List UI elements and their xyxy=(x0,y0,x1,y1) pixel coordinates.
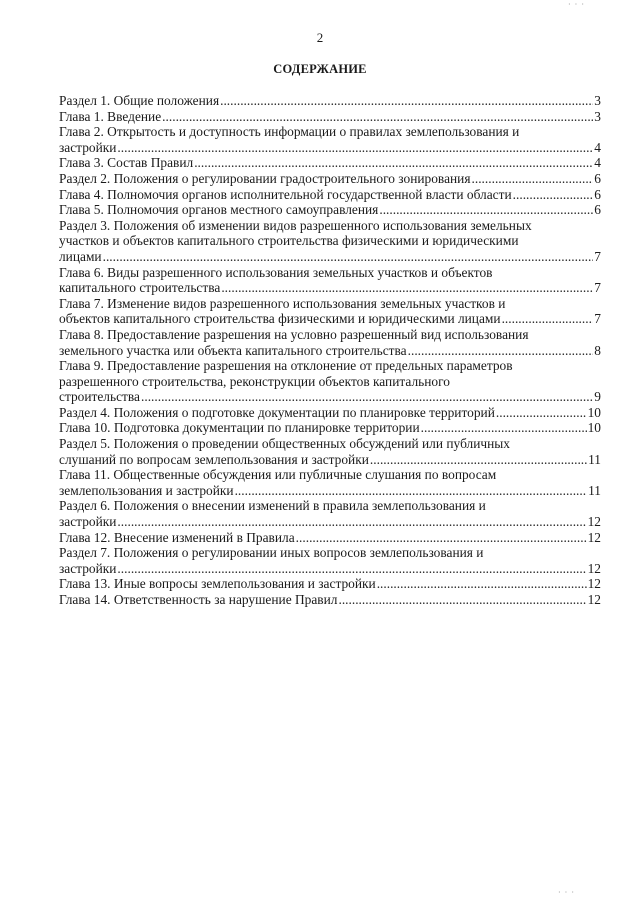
toc-entry-title: разрешенного строительства, реконструкции объектов капитального xyxy=(59,373,450,389)
toc-entry-title: Раздел 7. Положения о регулировании иных вопросов землепользования и xyxy=(59,545,484,561)
toc-entry[interactable] xyxy=(59,93,601,109)
toc-entry-title: Глава 13. Иные вопросы землепользования и застройки xyxy=(59,576,376,592)
toc-entry-title: Раздел 5. Положения о проведении общественных обсуждений или публичных xyxy=(59,436,510,452)
toc-entry-line xyxy=(59,140,601,156)
toc-page-number: 9 xyxy=(594,389,601,405)
toc-entry-title: участков и объектов капитального строительства физическими и юридическими xyxy=(59,233,519,249)
toc-entry-line xyxy=(59,452,601,468)
toc-entry-line xyxy=(59,109,601,125)
toc-entry[interactable] xyxy=(59,405,601,421)
toc-heading: СОДЕРЖАНИЕ xyxy=(273,62,367,76)
dot-leader xyxy=(496,405,587,421)
toc-entry-title: строительства xyxy=(59,389,140,405)
toc-entry-title: Раздел 2. Положения о регулировании градостроительного зонирования xyxy=(59,170,471,186)
toc-page-number: 10 xyxy=(587,420,601,436)
toc-entry-line xyxy=(59,405,601,421)
toc-entry[interactable] xyxy=(59,327,601,358)
toc-entry-title: Глава 7. Изменение видов разрешенного использования земельных участков и xyxy=(59,295,506,311)
toc-entry-line xyxy=(59,483,601,499)
dot-leader xyxy=(162,109,593,125)
toc-entry-line xyxy=(59,561,601,577)
toc-page-number: 6 xyxy=(594,170,601,186)
toc-page-number: 6 xyxy=(594,186,601,202)
toc-entry-line xyxy=(59,467,601,483)
dot-leader xyxy=(377,576,587,592)
toc-entry-title: объектов капитального строительства физическими и юридическими лицами xyxy=(59,311,501,327)
dot-leader xyxy=(472,171,594,187)
dot-leader xyxy=(194,155,593,171)
toc-entry-line xyxy=(59,155,601,171)
dot-leader xyxy=(502,311,594,327)
toc-entry-title: Глава 1. Введение xyxy=(59,108,162,124)
toc-entry[interactable] xyxy=(59,171,601,187)
dot-leader xyxy=(370,452,587,468)
dot-leader xyxy=(513,187,594,203)
toc-entry-title: Раздел 1. Общие положения xyxy=(59,93,220,108)
toc-page-number: 10 xyxy=(587,404,601,420)
toc-entry-line xyxy=(59,187,601,203)
toc-entry-line xyxy=(59,93,601,109)
toc-entry-title: Глава 9. Предоставление разрешения на отклонение от предельных параметров xyxy=(59,358,513,374)
toc-entry[interactable] xyxy=(59,592,601,608)
dot-leader xyxy=(296,530,587,546)
toc-entry[interactable] xyxy=(59,530,601,546)
toc-entry-title: застройки xyxy=(59,139,117,155)
toc-entry-line xyxy=(59,311,601,327)
dot-leader xyxy=(141,389,593,405)
toc-entry-title: лицами xyxy=(59,248,102,264)
toc-page-number: 7 xyxy=(594,280,601,296)
dot-leader xyxy=(338,592,586,608)
toc-entry-line xyxy=(59,296,601,312)
toc-page-number: 12 xyxy=(587,592,601,607)
toc-entry-line xyxy=(59,592,601,608)
toc-page-number: 12 xyxy=(587,529,601,545)
toc-entry[interactable] xyxy=(59,187,601,203)
toc-entry-title: земельного участка или объекта капитального строительства xyxy=(59,342,407,358)
toc-entry-title: Глава 14. Ответственность за нарушение Правил xyxy=(59,592,338,607)
toc-entry-line xyxy=(59,233,601,249)
toc-entry-title: землепользования и застройки xyxy=(59,482,234,498)
toc-entry-line xyxy=(59,389,601,405)
toc-entry[interactable] xyxy=(59,467,601,498)
toc-page-number: 7 xyxy=(594,311,601,327)
toc-entry-title: Раздел 6. Положения о внесении изменений в правила землепользования и xyxy=(59,498,486,514)
toc-entry-title: Глава 10. Подготовка документации по планировке территории xyxy=(59,420,420,436)
toc-entry-line xyxy=(59,265,601,281)
toc-entry[interactable] xyxy=(59,436,601,467)
toc-page-number: 4 xyxy=(594,139,601,155)
dot-leader xyxy=(408,343,594,359)
toc-entry[interactable] xyxy=(59,218,601,265)
toc-entry-line xyxy=(59,249,601,265)
toc-entry-title: застройки xyxy=(59,514,117,530)
toc-entry-line xyxy=(59,374,601,390)
toc-entry-line xyxy=(59,420,601,436)
dot-leader xyxy=(117,140,593,156)
toc-entry-title: капитального строительства xyxy=(59,280,221,296)
toc-entry-line xyxy=(59,218,601,234)
toc-page-number: 11 xyxy=(588,451,601,467)
toc-entry[interactable] xyxy=(59,265,601,296)
toc-entry-title: Глава 12. Внесение изменений в Правила xyxy=(59,529,295,545)
toc-entry[interactable] xyxy=(59,420,601,436)
toc-entry-title: Глава 11. Общественные обсуждения или публичные слушания по вопросам xyxy=(59,467,497,483)
toc-entry[interactable] xyxy=(59,124,601,155)
toc-page-number: 4 xyxy=(594,155,601,171)
dot-leader xyxy=(220,93,593,109)
table-of-contents xyxy=(59,93,601,608)
toc-entry-line xyxy=(59,280,601,296)
toc-page-number: 3 xyxy=(594,93,601,108)
corner-mark-bottom: · · · xyxy=(558,888,575,897)
toc-entry-line xyxy=(59,498,601,514)
toc-page-number: 8 xyxy=(594,342,601,358)
toc-entry-line xyxy=(59,576,601,592)
toc-entry-title: Раздел 3. Положения об изменении видов разрешенного использования земельных xyxy=(59,217,532,233)
toc-entry-title: Глава 5. Полномочия органов местного самоуправления xyxy=(59,202,379,218)
toc-entry-title: Раздел 4. Положения о подготовке документации по планировке территорий xyxy=(59,404,495,420)
toc-entry[interactable] xyxy=(59,202,601,218)
toc-entry[interactable] xyxy=(59,109,601,125)
toc-entry-line xyxy=(59,514,601,530)
toc-entry-title: слушаний по вопросам землепользования и застройки xyxy=(59,451,369,467)
toc-entry[interactable] xyxy=(59,155,601,171)
toc-page-number: 6 xyxy=(594,202,601,218)
toc-entry-title: Глава 6. Виды разрешенного использования земельных участков и объектов xyxy=(59,264,493,280)
toc-entry-title: Глава 2. Открытость и доступность информации о правилах землепользования и xyxy=(59,124,520,140)
toc-page-number: 11 xyxy=(588,482,601,498)
toc-entry-line xyxy=(59,327,601,343)
dot-leader xyxy=(221,280,593,296)
toc-entry[interactable] xyxy=(59,358,601,405)
toc-entry[interactable] xyxy=(59,498,601,529)
page-number: 2 xyxy=(316,30,324,45)
dot-leader xyxy=(117,561,586,577)
toc-entry-line xyxy=(59,358,601,374)
toc-entry-line xyxy=(59,436,601,452)
dot-leader xyxy=(421,420,587,436)
toc-entry[interactable] xyxy=(59,576,601,592)
toc-entry-title: Глава 4. Полномочия органов исполнительной государственной власти области xyxy=(59,186,512,202)
toc-page-number: 12 xyxy=(587,576,601,592)
toc-page-number: 12 xyxy=(587,560,601,576)
dot-leader xyxy=(103,249,594,265)
dot-leader xyxy=(379,202,593,218)
toc-entry-line xyxy=(59,171,601,187)
toc-page-number: 7 xyxy=(594,248,601,264)
corner-mark-top: · · · xyxy=(568,0,585,9)
toc-entry-line xyxy=(59,124,601,140)
toc-entry-line xyxy=(59,545,601,561)
toc-entry-title: Глава 8. Предоставление разрешения на условно разрешенный вид использования xyxy=(59,326,529,342)
toc-entry-line xyxy=(59,343,601,359)
toc-entry-title: застройки xyxy=(59,560,117,576)
toc-page-number: 3 xyxy=(594,108,601,124)
toc-page-number: 12 xyxy=(587,514,601,530)
dot-leader xyxy=(117,514,586,530)
dot-leader xyxy=(235,483,588,499)
toc-entry-line xyxy=(59,202,601,218)
toc-entry-line xyxy=(59,530,601,546)
toc-entry-title: Глава 3. Состав Правил xyxy=(59,155,194,171)
toc-entry[interactable] xyxy=(59,296,601,327)
toc-entry[interactable] xyxy=(59,545,601,576)
